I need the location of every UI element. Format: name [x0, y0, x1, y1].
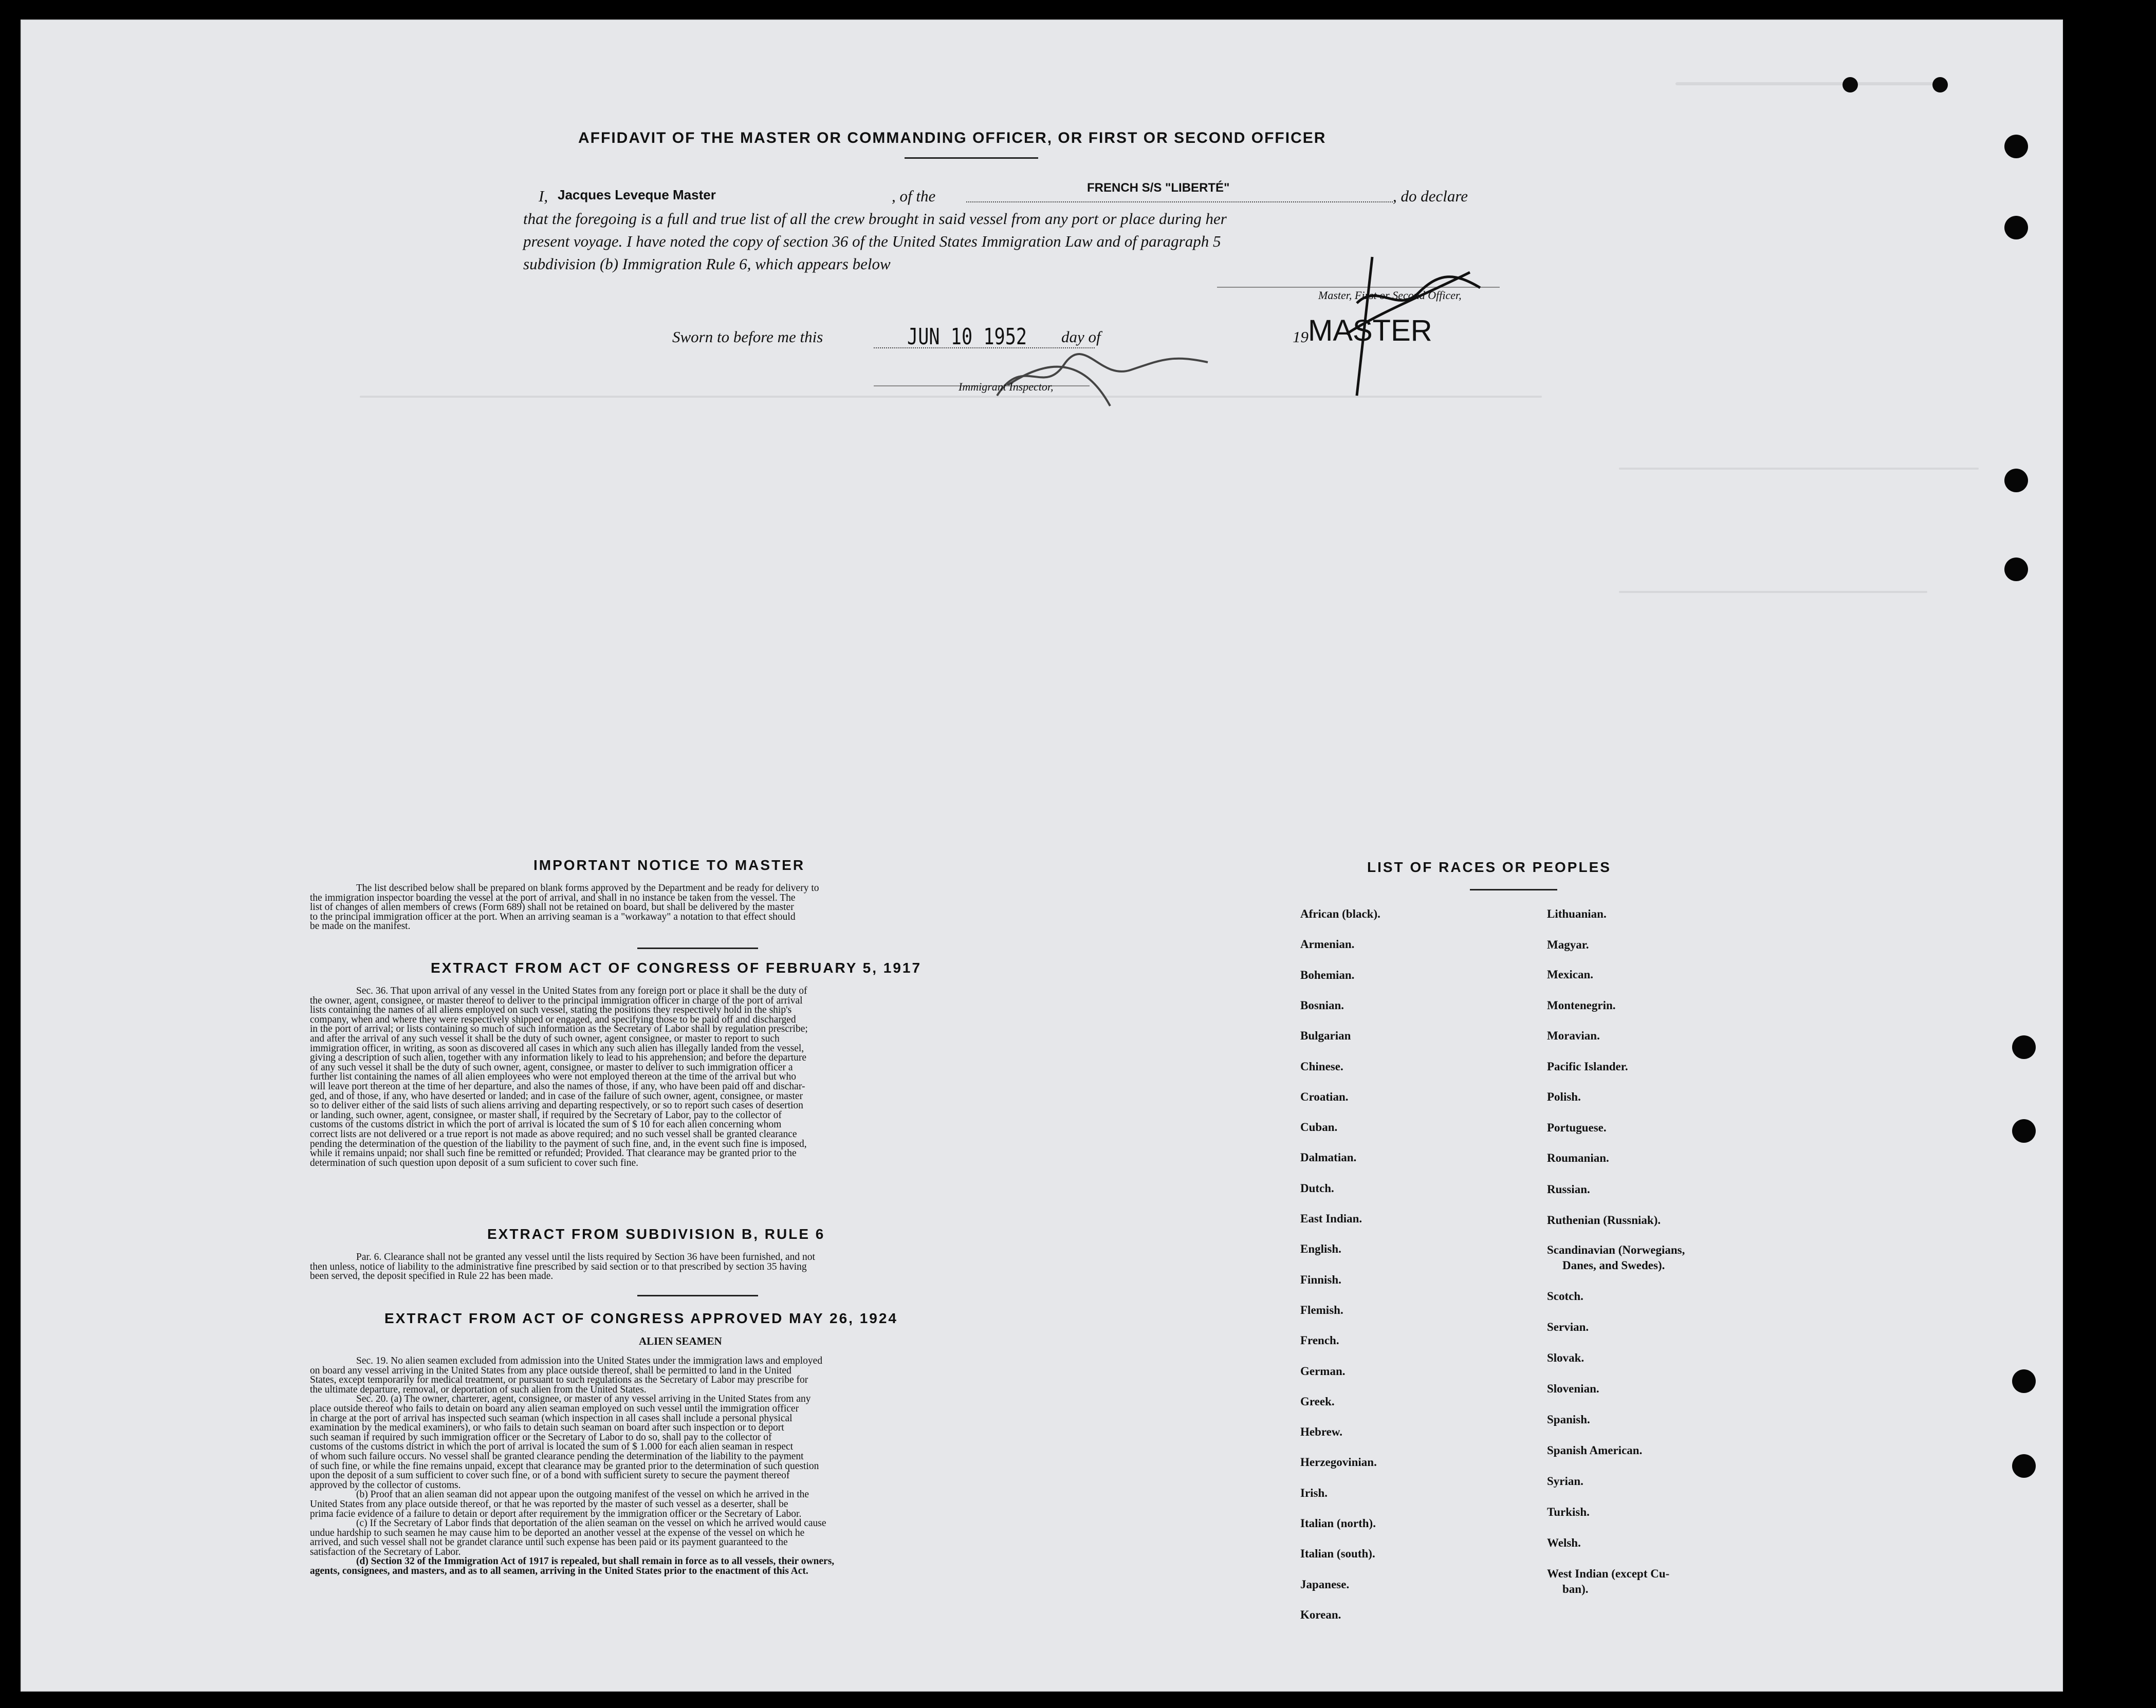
sworn-date-stamp: JUN 10 1952 [907, 324, 1027, 350]
act-1924-heading: EXTRACT FROM ACT OF CONGRESS APPROVED MAY 26, 1924 [384, 1310, 898, 1326]
notice-intro [310, 884, 1077, 932]
act-line: (b) Proof that an alien seaman did not appear upon the outgoing manifest of the vessel on which he arrived in the [356, 1489, 809, 1500]
act-line: on board any vessel arriving in the United States from any place outside thereof, shall be permitted to land in the United [310, 1365, 791, 1376]
punch-hole [2004, 558, 2028, 581]
year-prefix: 19 [1293, 328, 1309, 346]
race-item: Turkish. [1547, 1506, 1590, 1518]
punch-hole [1932, 77, 1948, 92]
race-item: Portuguese. [1547, 1121, 1607, 1134]
race-item: Lithuanian. [1547, 907, 1607, 920]
act-1917-heading: EXTRACT FROM ACT OF CONGRESS OF FEBRUARY 5, 1917 [431, 960, 922, 976]
act-line: in charge at the port of arrival has inspected such seaman (which inspection in all cases shall include a personal physical [310, 1413, 793, 1424]
race-item: English. [1300, 1242, 1341, 1256]
punch-hole [2004, 216, 2028, 239]
race-item: Korean. [1300, 1608, 1341, 1621]
notice-heading: IMPORTANT NOTICE TO MASTER [533, 857, 805, 873]
act-line: arrived, and such vessel shall not be grandet clarance until such expense has been paid or its payment guaranteed to the [310, 1537, 788, 1548]
rule-6-heading: EXTRACT FROM SUBDIVISION B, RULE 6 [487, 1226, 825, 1242]
rule-line: then unless, notice of liability to the administrative fine prescribed by said section or to that prescribed by section 35 having [310, 1261, 807, 1272]
rule-6-text [310, 1253, 1077, 1282]
act-line: place outside thereof who fails to detain on board any alien seaman employed on such vessel until the immigration officer [310, 1403, 799, 1414]
act-line: customs of the customs district in which the port of arrival is located the sum of $ 10 for each alien concerning whom [310, 1119, 782, 1130]
race-item: Greek. [1300, 1395, 1335, 1408]
act-line: company, when and where they were respectively shipped or engaged, and specifying those to be paid off and discharged [310, 1014, 796, 1025]
act-line: of any such vessel it shall be the duty of such owner, agent, consignee, or master to deliver to such immigration officer a [310, 1062, 793, 1073]
race-item: Pacific Islander. [1547, 1060, 1628, 1073]
race-item: Mexican. [1547, 968, 1594, 981]
race-item: Russian. [1547, 1183, 1590, 1196]
i-prefix: I, [539, 187, 548, 205]
act-line: Sec. 20. (a) The owner, charterer, agent, consignee, or master of any vessel arriving in the United States from any [356, 1394, 811, 1405]
race-item: Spanish American. [1547, 1444, 1643, 1457]
act-line: States, except temporarily for medical treatment, or pursuant to such regulations as the Secretary of Labor may prescribe for [310, 1375, 808, 1386]
race-item: French. [1300, 1334, 1339, 1347]
race-item: Italian (south). [1300, 1547, 1375, 1561]
race-item: Italian (north). [1300, 1517, 1376, 1530]
declaration-line: that the foregoing is a full and true list of all the crew brought in said vessel from any port or place during her [523, 210, 1227, 228]
section-rule [637, 1295, 758, 1296]
race-item: Finnish. [1300, 1273, 1341, 1286]
notice-line: to the principal immigration officer at the port. When an arriving seaman is a "workaway" a notation to that effect should [310, 911, 796, 922]
race-item: Armenian. [1300, 938, 1355, 951]
act-line: ged, and of those, if any, who have deserted or landed; and in case of the failure of such owner, agent, consignee, or master [310, 1090, 803, 1102]
act-line: such seaman if required by such immigration officer or the Secretary of Labor to do so, shall pay to the collector of [310, 1432, 772, 1443]
race-item: West Indian (except Cu- [1547, 1567, 1670, 1580]
vessel-name: FRENCH S/S "LIBERTÉ" [1087, 181, 1230, 195]
act-line: pending the determination of the question of the liability to the payment of such fine, and, in the event such fine is imposed, [310, 1138, 807, 1149]
heading-rule [905, 157, 1038, 159]
act-line: undue hardship to such seamen he may cause him to be deported an another vessel at the expense of the vessel on which he [310, 1527, 805, 1538]
race-item: Polish. [1547, 1090, 1581, 1103]
act-line: the owner, agent, consignee, or master thereof to deliver to the principal immigration officer in charge of the port of arrival [310, 995, 803, 1006]
race-item: Dalmatian. [1300, 1151, 1357, 1164]
race-item: Bohemian. [1300, 968, 1355, 981]
master-stamp: MASTER [1308, 314, 1432, 347]
act-line: will leave port thereon at the time of her departure, and also the names of those, if any, who have been paid off and dischar- [310, 1081, 805, 1092]
declaration-line: present voyage. I have noted the copy of section 36 of the United States Immigration Law and of paragraph 5 [523, 232, 1221, 250]
act-1924-text [310, 1357, 1077, 1576]
act-line: United States from any place outside thereof, or that he was reported by the master of such vessel as a deserter, shall be [310, 1498, 788, 1510]
inspector-label: Immigrant Inspector, [959, 380, 1054, 393]
act-line: and after the arrival of any such vessel it shall be the duty of such owner, agent consignee, or master to report to such [310, 1033, 780, 1044]
act-1917-text [310, 987, 1077, 1168]
act-line: customs of the customs district in which the port of arrival is located the sum of $ 1.000 for each alien seaman in respect [310, 1441, 794, 1453]
punch-hole [1842, 77, 1858, 92]
bleed-through-mark [1619, 468, 1979, 470]
rule-line: been served, the deposit specified in Rule 22 has been made. [310, 1271, 554, 1282]
notice-line: list of changes of alien members of crews (Form 689) shall not be retained on board, but shall be delivered by the master [310, 902, 794, 913]
race-item: German. [1300, 1364, 1346, 1378]
act-line: prima facie evidence of a failure to detain or deport after requirement by the immigration officer or the Secretary of Labor. [310, 1508, 802, 1519]
race-item: Bosnian. [1300, 998, 1344, 1012]
section-rule [637, 948, 758, 949]
race-item: ban). [1562, 1583, 1589, 1595]
act-line: satisfaction of the Secretary of Labor. [310, 1546, 461, 1557]
race-item: Welsh. [1547, 1536, 1581, 1549]
act-line: immigration officer, in writing, as soon as discovered all cases in which any such alien has illegally landed from the vessel, [310, 1043, 804, 1054]
notice-line: The list described below shall be prepared on blank forms approved by the Department and be ready for delivery to [356, 883, 819, 894]
act-line: lists containing the names of all aliens employed on such vessel, stating the positions they respectively hold in the ship's [310, 1005, 792, 1016]
race-item: Irish. [1300, 1486, 1328, 1499]
punch-hole [2012, 1454, 2036, 1478]
act-line: Sec. 36. That upon arrival of any vessel in the United States from any foreign port or place it shall be the duty of [356, 986, 807, 996]
master-name: Jacques Leveque Master [558, 187, 716, 202]
race-item: Syrian. [1547, 1475, 1583, 1488]
alien-seamen-subheading: ALIEN SEAMEN [639, 1335, 722, 1347]
race-item: Montenegrin. [1547, 999, 1616, 1012]
act-line: agents, consignees, and masters, and as to all seamen, arriving in the United States prior to the enactment of this Act. [310, 1566, 808, 1577]
race-item: Magyar. [1547, 938, 1589, 951]
punch-hole [2012, 1119, 2036, 1143]
race-item: Danes, and Swedes). [1562, 1259, 1665, 1272]
notice-line: be made on the manifest. [310, 921, 411, 932]
declaration-line: subdivision (b) Immigration Rule 6, which appears below [523, 255, 891, 273]
act-line: or landing, such owner, agent, consignee, or master shall, if required by the Secretary of Labor, pay to the collector of [310, 1109, 782, 1121]
race-item: Herzegovinian. [1300, 1456, 1377, 1469]
race-item: Scandinavian (Norwegians, [1547, 1243, 1685, 1256]
race-item: Servian. [1547, 1321, 1589, 1333]
punch-hole [2004, 135, 2028, 158]
day-of-label: day of [1061, 328, 1101, 346]
act-line: Sec. 19. No alien seamen excluded from admission into the United States under the immigration laws and employed [356, 1356, 823, 1366]
notice-line: the immigration inspector boarding the vessel at the port of arrival, and shall in no instance be taken from the vessel. The [310, 892, 796, 903]
race-item: Flemish. [1300, 1303, 1343, 1316]
act-line: (c) If the Secretary of Labor finds that deportation of the alien seaman on the vessel on which he arrived would cause [356, 1518, 826, 1529]
act-line: upon the deposit of a sum sufficient to cover such fine, or of a bond with sufficient surety to secure the payment thereof [310, 1470, 790, 1481]
race-item: African (black). [1300, 907, 1380, 920]
act-line: approved by the collector of customs. [310, 1479, 461, 1491]
race-item: Bulgarian [1300, 1029, 1351, 1043]
race-item: Moravian. [1547, 1029, 1600, 1042]
races-heading: LIST OF RACES OR PEOPLES [1367, 859, 1611, 875]
act-line: the ultimate departure, removal, or deportation of such alien from the United States. [310, 1384, 647, 1395]
punch-hole [2004, 469, 2028, 492]
act-line: (d) Section 32 of the Immigration Act of 1917 is repealed, but shall remain in force as to all vessels, their owners, [356, 1556, 835, 1567]
act-line: while it remains unpaid; nor shall such fine be remitted or refunded; Provided. That clearance may be granted prior to the [310, 1148, 797, 1159]
act-line: correct lists are not delivered or a true report is not made as above required; and no such vessel shall be granted clearance [310, 1128, 797, 1140]
sworn-text: Sworn to before me this [672, 328, 823, 346]
act-line: giving a description of such alien, together with any information likely to lead to his apprehension; and before the departure [310, 1052, 807, 1064]
race-item: Slovenian. [1547, 1382, 1599, 1395]
race-item: Dutch. [1300, 1181, 1334, 1195]
rule-line: Par. 6. Clearance shall not be granted any vessel until the lists required by Section 36 have been furnished, and not [356, 1252, 815, 1263]
punch-hole [2012, 1369, 2036, 1393]
race-item: Croatian. [1300, 1090, 1349, 1103]
do-declare: , do declare [1393, 187, 1468, 205]
inspector-signature [976, 334, 1223, 411]
of-the-label: , of the [892, 187, 936, 205]
affidavit-heading: AFFIDAVIT OF THE MASTER OR COMMANDING OFFICER, OR FIRST OR SECOND OFFICER [578, 129, 1326, 146]
race-item: Ruthenian (Russniak). [1547, 1214, 1661, 1227]
bleed-through-mark [1675, 82, 1943, 85]
race-item: Cuban. [1300, 1121, 1338, 1134]
act-line: of whom such failure occurs. No vessel shall be granted clearance pending the determination of the liability to the payment [310, 1451, 804, 1462]
race-item: Chinese. [1300, 1060, 1343, 1073]
act-line: determination of such question upon deposit of a sum suficient to cover such fine. [310, 1157, 639, 1168]
race-item: Roumanian. [1547, 1152, 1609, 1164]
punch-hole [2012, 1035, 2036, 1059]
act-line: in the port of arrival; or lists containing so much of such information as the Secretary of Labor shall by regulation prescribe; [310, 1024, 808, 1035]
act-line: examination by the medical examiners), or who fails to detain such seaman on board after such inspection or to deport [310, 1422, 784, 1434]
bleed-through-mark [1619, 591, 1927, 593]
race-item: Japanese. [1300, 1577, 1350, 1591]
race-item: Hebrew. [1300, 1425, 1342, 1439]
race-item: East Indian. [1300, 1212, 1362, 1225]
act-line: further list containing the names of all alien employees who were not employed thereon at the time of the arrival but who [310, 1071, 796, 1083]
vessel-underline [966, 201, 1393, 202]
race-item: Spanish. [1547, 1413, 1590, 1426]
act-line: so to deliver either of the said lists of such aliens arriving and departing respectively, or so to report such cases of desertion [310, 1100, 803, 1111]
race-item: Scotch. [1547, 1290, 1583, 1303]
officer-label: Master, First or Second Officer, [1318, 289, 1462, 302]
race-item: Slovak. [1547, 1351, 1584, 1364]
act-line: of such fine, or while the fine remains unpaid, except that clearance may be granted prior to the determination of such question [310, 1460, 819, 1472]
races-rule [1470, 889, 1557, 890]
